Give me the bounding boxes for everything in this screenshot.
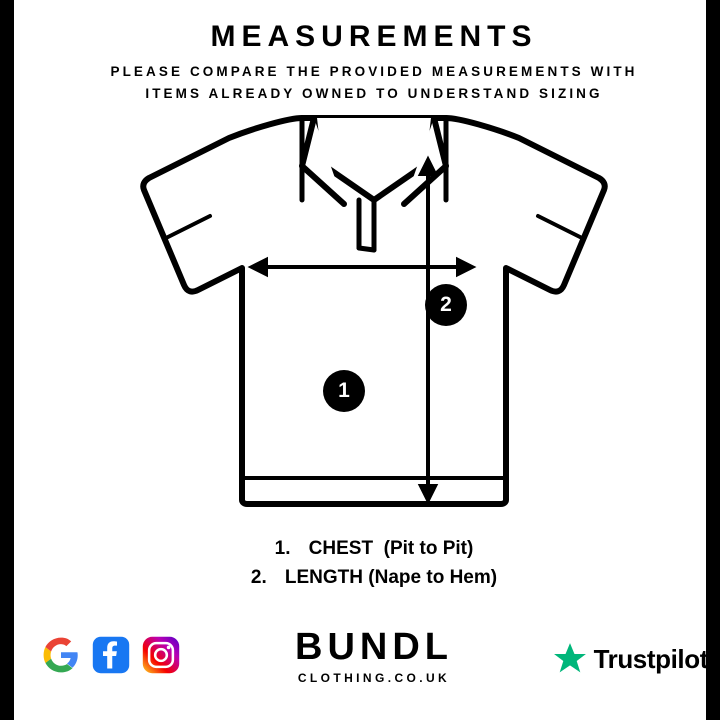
legend [14, 534, 720, 593]
polo-shirt-illustration [14, 100, 720, 520]
legend-note-2: (Nape to Hem) [368, 567, 498, 589]
brand-url: CLOTHING.CO.UK [297, 671, 451, 685]
legend-note-1: (Pit to Pit) [383, 538, 474, 559]
badge-length: 2 [425, 284, 467, 326]
legend-label-1: CHEST [308, 538, 374, 559]
trustpilot-logo[interactable] [553, 642, 708, 676]
legend-item-chest [14, 534, 720, 563]
trustpilot-star-icon [553, 642, 587, 676]
legend-number-1: 1. [274, 538, 291, 559]
badge-chest: 1 [323, 370, 365, 412]
legend-number-2: 2. [250, 567, 267, 589]
brand-name: BUNDL [295, 626, 453, 668]
legend-item-length [14, 563, 720, 592]
subtitle-line-1: PLEASE COMPARE THE PROVIDED MEASUREMENTS WITH [110, 64, 638, 79]
polo-shirt-diagram [14, 100, 720, 520]
subtitle-line-2: ITEMS ALREADY OWNED TO UNDERSTAND SIZING [145, 85, 603, 101]
page-title: MEASUREMENTS [210, 20, 538, 53]
footer [14, 628, 720, 708]
legend-label-2: LENGTH [284, 567, 364, 589]
page-subtitle [14, 61, 720, 104]
header [14, 20, 720, 104]
trustpilot-label: Trustpilot [593, 643, 708, 674]
